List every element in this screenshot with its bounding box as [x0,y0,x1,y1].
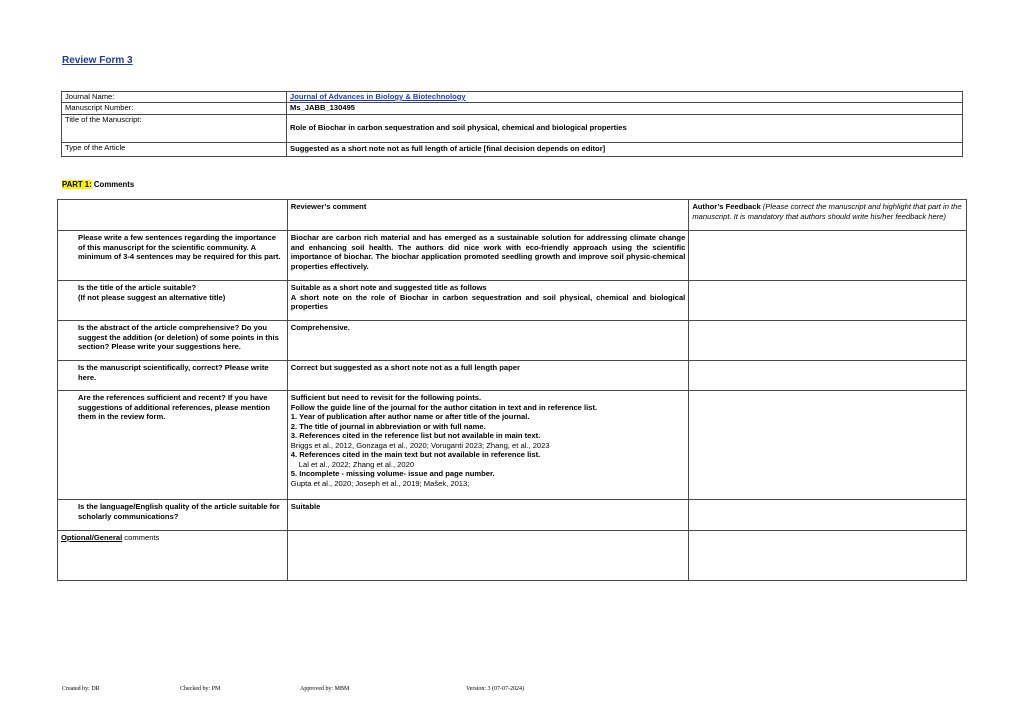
references-feedback-cell[interactable] [689,391,967,500]
author-feedback-instructions: (Please correct the manuscript and highlight that part in the manuscript. It is mandatory that authors should write his/her feedback here) [692,202,962,221]
optional-comment-cell[interactable] [287,531,689,581]
title-comment [287,281,689,321]
science-question: Is the manuscript scientifically, correct? Please write here. [58,361,288,391]
reviewer-comment-header: Reviewer’s comment [287,200,689,231]
title-question [58,281,288,321]
references-comment [287,391,689,500]
language-feedback-cell[interactable] [689,500,967,531]
journal-name-link[interactable]: Journal of Advances in Biology & Biotechnology [290,92,466,101]
author-feedback-header [689,200,967,231]
references-comment-line2: Follow the guide line of the journal for the author citation in text and in reference list. [290,402,598,412]
optional-comments-suffix: comments [122,533,160,542]
abstract-feedback-cell[interactable] [689,321,967,361]
references-point-3-detail: Briggs et al., 2012, Gonzaga et al., 2020; Voruganti 2023; Zhang, et al., 2023 [290,440,550,450]
article-type-label: Type of the Article [62,142,287,156]
language-question: Is the language/English quality of the article suitable for scholarly communications? [58,500,288,531]
footer-version: Version: 3 (07-07-2024) [466,686,524,692]
science-comment: Correct but suggested as a short note not as a full length paper [287,361,689,391]
language-comment: Suitable [287,500,689,531]
author-feedback-title: Author’s Feedback [692,202,761,211]
references-point-3: 3. References cited in the reference list but not available in main text. [290,431,541,440]
footer-approved-by: Approved by: MBM [300,686,350,692]
references-point-5-detail: Gupta et al., 2020; Joseph et al., 2019; Mašek, 2013; [290,478,470,488]
part-1-heading [62,180,134,189]
comments-table [57,199,967,581]
references-point-1: 1. Year of publication after author name or after title of the journal. [290,412,530,421]
references-comment-line1: Sufficient but need to revisit for the following points. [290,393,482,402]
part-1-title: Comments [93,180,135,189]
manuscript-info-table [61,91,963,157]
title-question-line2: (If not please suggest an alternative title) [78,292,226,302]
optional-comments-label [58,531,288,581]
manuscript-title-label: Title of the Manuscript: [62,114,287,142]
footer-checked-by: Checked by: PM [180,686,221,692]
journal-name-cell [287,92,963,103]
references-point-5: 5. Incomplete - missing volume- issue and page number. [290,469,495,478]
header-blank-cell [58,200,288,231]
references-point-2: 2. The title of journal in abbreviation or with full name. [290,421,486,431]
optional-feedback-cell[interactable] [689,531,967,581]
optional-general-title: Optional/General [61,533,123,542]
importance-question: Please write a few sentences regarding the importance of this manuscript for the scientific community. A minimum of 3-4 sentences may be required for this part. [58,231,288,281]
science-feedback-cell[interactable] [689,361,967,391]
title-comment-line2: A short note on the role of Biochar in carbon sequestration and soil physical, chemical and biological properties [290,292,686,311]
abstract-question: Is the abstract of the article comprehensive? Do you suggest the addition (or deletion) of some points in this section? Please write your suggestions here. [58,321,288,361]
manuscript-title-value: Role of Biochar in carbon sequestration and soil physical, chemical and biological properties [287,114,963,142]
importance-feedback-cell[interactable] [689,231,967,281]
references-question: Are the references sufficient and recent? If you have suggestions of additional references, please mention them in the review form. [58,391,288,500]
form-title: Review Form 3 [62,55,133,66]
part-1-label: PART 1: [62,180,92,189]
footer-created-by: Created by: DR [62,686,100,692]
journal-name-label: Journal Name: [62,92,287,103]
importance-comment: Biochar are carbon rich material and has emerged as a sustainable solution for addressing climate change and enhancing soil health. The authors did nice work with eco-friendly approach using the scientific importance of biochar. The biochar application promoted seedling growth and improve soil physic-chemical properties effectively. [287,231,689,281]
title-feedback-cell[interactable] [689,281,967,321]
references-point-4: 4. References cited in the main text but not available in reference list. [290,450,541,459]
title-comment-line1: Suitable as a short note and suggested title as follows [290,283,487,292]
article-type-value: Suggested as a short note not as full length of article [final decision depends on editor] [287,142,963,156]
abstract-comment: Comprehensive. [287,321,689,361]
title-question-line1: Is the title of the article suitable? [78,283,197,292]
references-point-4-detail: Lal et al., 2022; Zhang et al., 2020 [298,459,415,469]
manuscript-number-label: Manuscript Number: [62,102,287,114]
manuscript-number-value: Ms_JABB_130495 [287,102,963,114]
